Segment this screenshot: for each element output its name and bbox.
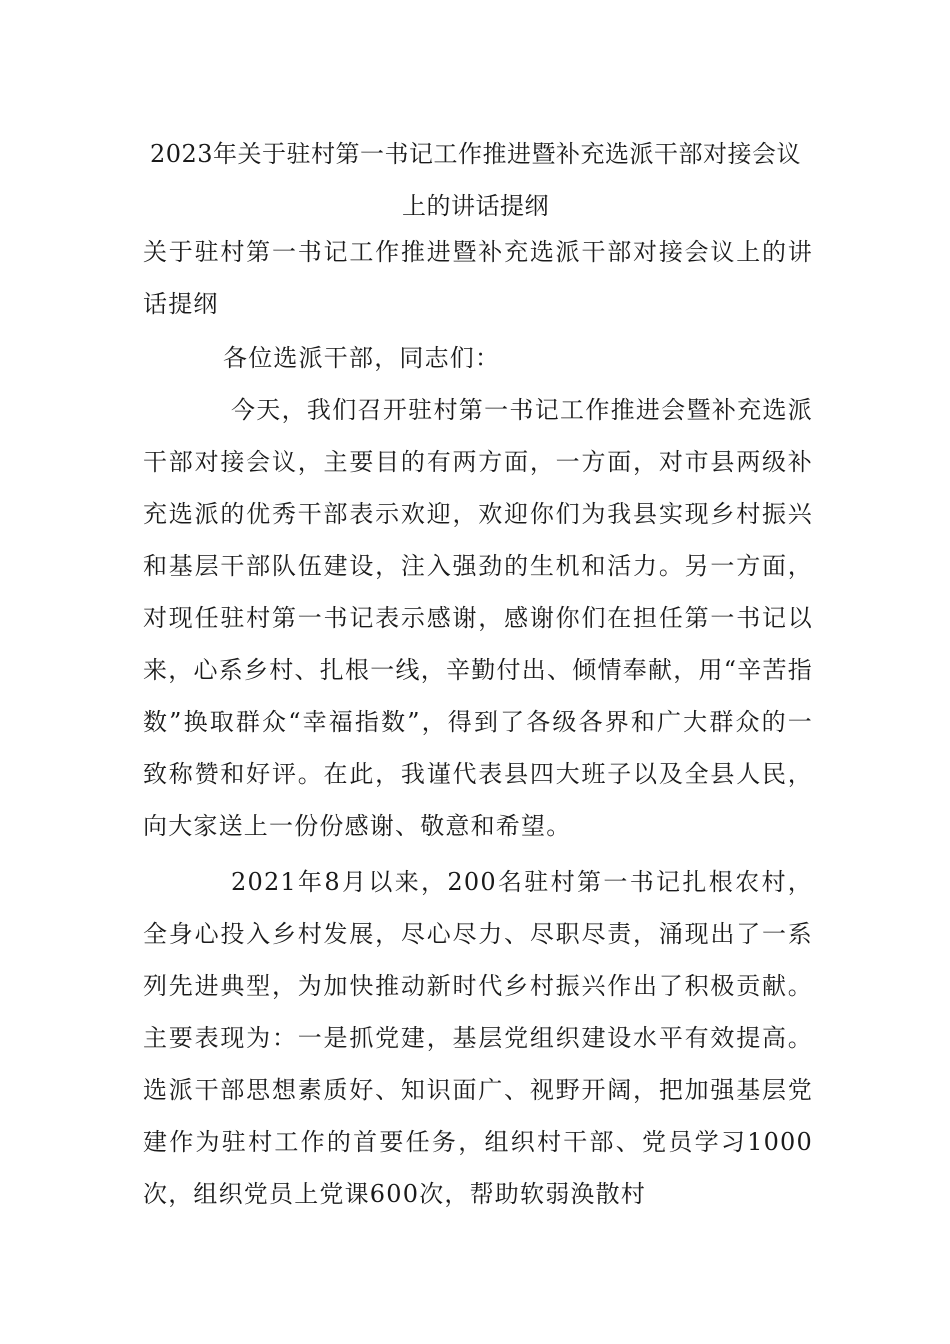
document-title: 2023年关于驻村第一书记工作推进暨补充选派干部对接会议上的讲话提纲 [149,140,802,220]
paragraph-2: 2021年8月以来，200名驻村第一书记扎根农村，全身心投入乡村发展，尽心尽力、尽职尽责，涌现出了一系列先进典型，为加快推动新时代乡村振兴作出了积极贡献。主要表现为：一是抓党建，基层党组织建设水平有效提高。选派干部思想素质好、知识面广、视野开阔，把加强基层党建作为驻村工作的首要任务，组织村干部、党员学习1000次，组织党员上党课600次，帮助软弱涣散村 [143,868,813,1208]
document-subtitle: 关于驻村第一书记工作推进暨补充选派干部对接会议上的讲话提纲 [143,238,813,318]
greeting: 各位选派干部，同志们： [223,344,501,372]
paragraph-1: 今天，我们召开驻村第一书记工作推进会暨补充选派干部对接会议，主要目的有两方面，一方面，对市县两级补充选派的优秀干部表示欢迎，欢迎你们为我县实现乡村振兴和基层干部队伍建设，注入强劲的生机和活力。另一方面，对现任驻村第一书记表示感谢，感谢你们在担任第一书记以来，心系乡村、扎根一线，辛勤付出、倾情奉献，用“辛苦指数”换取群众“幸福指数”，得到了各级各界和广大群众的一致称赞和好评。在此，我谨代表县四大班子以及全县人民，向大家送上一份份感谢、敬意和希望。 [143,396,813,840]
document-body [143,226,813,1220]
